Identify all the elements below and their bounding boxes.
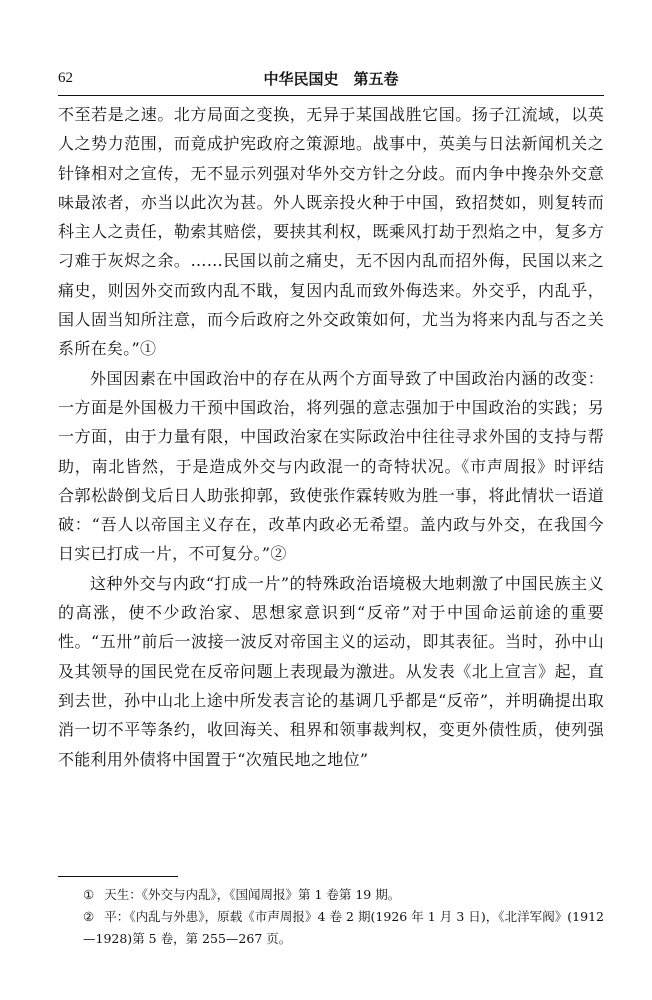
paragraph: 这种外交与内政“打成一片”的特殊政治语境极大地刺激了中国民族主义的高涨，使不少政治家、思想家意识到“反帝”对于中国命运前途的重要性。“五卅”前后一波接一波反对帝国主义的运动，即其表征。当时，孙中山及其领导的国民党在反帝问题上表现最为激进。从发表《北上宣言》起，直到去世，孙中山北上途中所发表言论的基调几乎都是“反帝”，并明确提出取消一切不平等条约，收回海关、租界和领事裁判权，变更外债性质，使列强不能利用外债将中国置于“次殖民地之地位”	[58, 573, 604, 769]
paragraph-continued: 不至若是之速。北方局面之变换，无异于某国战胜它国。扬子江流域，以英人之势力范围，而竟成护宪政府之策源地。战事中，英美与日法新闻机关之针锋相对之宣传，无不显示列强对华外交方针之分歧。而内争中搀杂外交意味最浓者，亦当以此次为甚。外人既亲投火种于中国，致招焚如，则复转而科主人之责任，勒索其赔偿，要挟其利权，既乘风打劫于烈焰之中，复多方刁难于灰烬之余。……民国以前之痛史，无不因内乱而招外侮，民国以来之痛史，则因外交而致内乱不戢，复因内乱而致外侮迭来。外交乎，内乱乎，国人固当知所注意，而今后政府之外交政策如何，尤当为将来内乱与否之关系所在矣。”①	[58, 105, 604, 359]
footnote-item	[58, 906, 604, 950]
page-number: 62	[58, 70, 73, 86]
header-rule	[58, 95, 604, 96]
footnote-text: 天生：《外交与内乱》，《国闻周报》第 1 卷第 19 期。	[104, 887, 401, 902]
footnote-mark: ②	[83, 909, 95, 924]
paragraph: 外国因素在中国政治中的存在从两个方面导致了中国政治内涵的改变：一方面是外国极力干预中国政治，将列强的意志强加于中国政治的实践；另一方面，由于力量有限，中国政治家在实际政治中往往寻求外国的支持与帮助，南北皆然，于是造成外交与内政混一的奇特状况。《市声周报》时评结合郭松龄倒戈后日人助张抑郭，致使张作霖转败为胜一事，将此情状一语道破：“吾人以帝国主义存在，改革内政必无希望。盖内政与外交，在我国今日实已打成一片，不可复分。”②	[58, 368, 604, 564]
page-header	[58, 68, 604, 94]
main-text	[58, 100, 604, 774]
footnotes	[58, 884, 604, 950]
footnote-mark: ①	[83, 887, 95, 902]
footnote-text: 平：《内乱与外患》，原载《市声周报》4 卷 2 期(1926 年 1 月 3 日)，《北洋军阀》(1912—1928)第 5 卷，第 255—267 页。	[83, 909, 604, 946]
footnote-item	[58, 884, 604, 906]
footnote-rule	[58, 876, 178, 877]
running-title: 中华民国史 第五卷	[263, 70, 399, 88]
